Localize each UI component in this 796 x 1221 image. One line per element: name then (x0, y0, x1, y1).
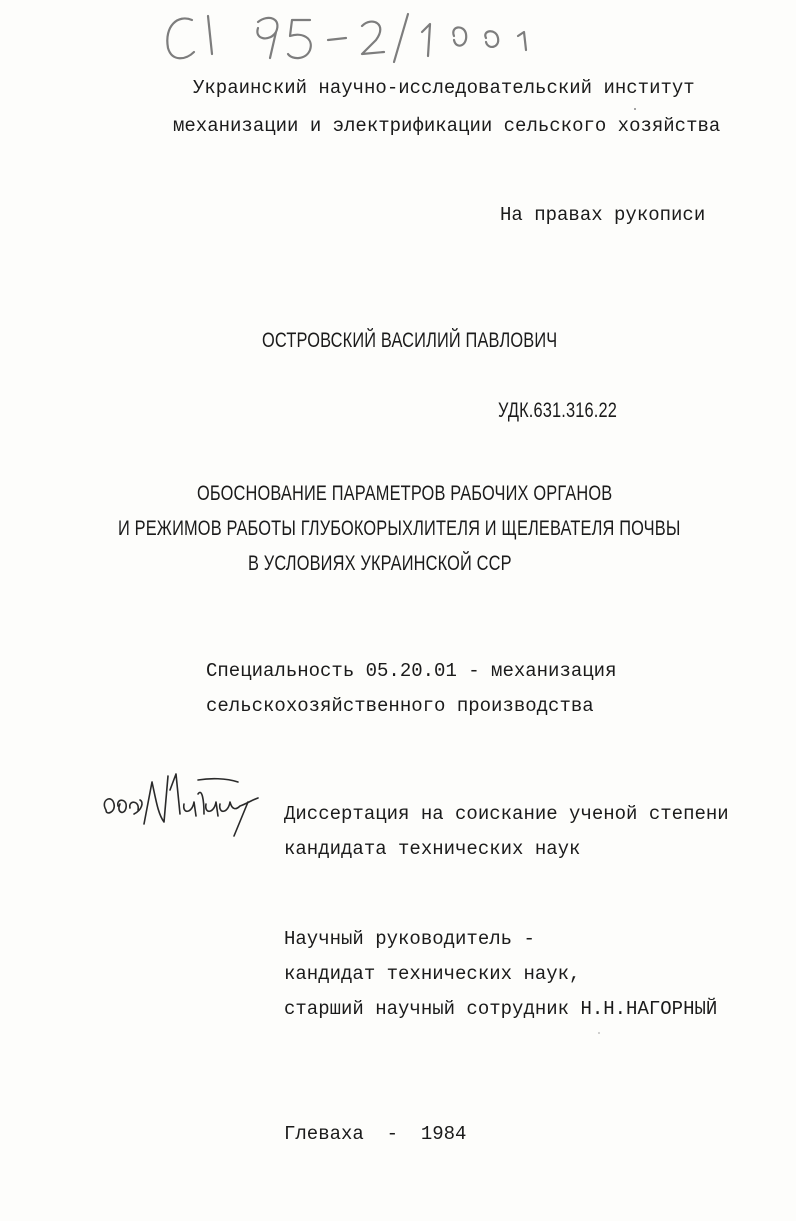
handwritten-signature (98, 770, 266, 840)
paper-speck (598, 1032, 600, 1034)
title-line-2: И РЕЖИМОВ РАБОТЫ ГЛУБОКОРЫХЛИТЕЛЯ И ЩЕЛЕВАТЕЛЯ ПОЧВЫ (118, 517, 681, 540)
supervisor-line-1: Научный руководитель - (284, 928, 535, 950)
dissertation-line-1: Диссертация на соискание ученой степени (284, 803, 729, 825)
udc-code: УДК.631.316.22 (498, 399, 618, 422)
supervisor-line-2: кандидат технических наук, (284, 963, 581, 985)
place-and-year: Глеваха - 1984 (284, 1123, 467, 1145)
paper-speck (634, 108, 636, 110)
specialty-line-2: сельскохозяйственного производства (206, 695, 594, 717)
title-line-1: ОБОСНОВАНИЕ ПАРАМЕТРОВ РАБОЧИХ ОРГАНОВ (197, 482, 613, 505)
handwritten-archive-note (150, 6, 570, 70)
title-line-3: В УСЛОВИЯХ УКРАИНСКОЙ ССР (248, 552, 512, 575)
institute-line-1: Украинский научно-исследовательский институт (193, 77, 695, 99)
author-name: ОСТРОВСКИЙ ВАСИЛИЙ ПАВЛОВИЧ (262, 329, 558, 352)
dissertation-line-2: кандидата технических наук (284, 838, 581, 860)
supervisor-line-3: старший научный сотрудник Н.Н.НАГОРНЫЙ (284, 998, 718, 1020)
specialty-line-1: Специальность 05.20.01 - механизация (206, 660, 617, 682)
institute-line-2: механизации и электрификации сельского хозяйства (173, 115, 721, 137)
manuscript-rights-note: На правах рукописи (500, 204, 706, 226)
